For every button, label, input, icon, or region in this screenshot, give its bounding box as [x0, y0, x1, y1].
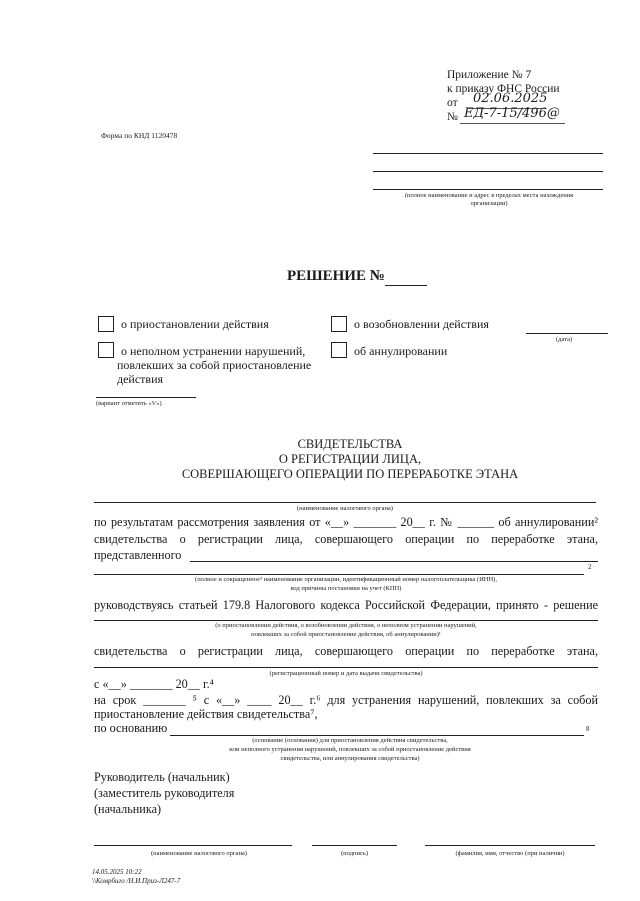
tax-authority-caption: (наименование налогового органа)	[297, 505, 393, 512]
date-line	[526, 333, 608, 334]
checkbox-partial[interactable]	[98, 342, 114, 358]
body-p4-line-2: на срок _______ ⁵ с «__» ____ 20__ г.⁶ для устранения нарушений, повлекших за собой	[94, 693, 598, 707]
presenter-line	[190, 561, 598, 562]
checkbox-cancel[interactable]	[331, 342, 347, 358]
body-p4-line-4: по основанию	[94, 721, 168, 735]
body-p2-line-1: руководствуясь статьей 179.8 Налогового кодекса Российской Федерации, принято - решение	[94, 598, 598, 612]
body-p4-line-1: с «__» _______ 20__ г.⁴	[94, 677, 214, 691]
recipient-line-2	[373, 171, 603, 172]
form-code: Форма по КНД 1120478	[101, 131, 178, 140]
sign-authority-caption: (наименование налогового органа)	[151, 850, 247, 857]
signer-title-1: Руководитель (начальник)	[94, 770, 230, 784]
body-p1-line-3: представленного	[94, 548, 182, 562]
body-p3-line-1: свидетельства о регистрации лица, совершающего операции по переработке этана,	[94, 644, 598, 658]
recipient-caption-1: (полное наименование и адрес в пределах места нахождения	[404, 192, 574, 199]
basis-line	[170, 735, 584, 736]
basis-caption-2: или неполного устранения нарушений, повлекших за собой приостановление действия	[229, 746, 471, 753]
heading-line-1: СВИДЕТЕЛЬСТВА	[297, 437, 403, 451]
footnote-2: 2	[588, 563, 592, 571]
date-caption: (дата)	[556, 336, 573, 343]
recipient-caption-2: организации)	[470, 200, 508, 207]
footer-line-2: \\Комрбиго /Н.И.Приз-Л247-7	[92, 877, 181, 885]
variant-note: (вариант отметить «V»)	[96, 400, 162, 407]
appendix-line-1: Приложение № 7	[447, 69, 532, 81]
checkbox-suspend[interactable]	[98, 316, 114, 332]
sign-signature-line	[312, 845, 397, 846]
body-p1-line-2: свидетельства о регистрации лица, совершающего операции по переработке этана,	[94, 532, 598, 546]
option-partial-label-1: о неполном устранении нарушений,	[121, 344, 306, 358]
heading-line-2: О РЕГИСТРАЦИИ ЛИЦА,	[278, 452, 422, 466]
org-caption-1: (полное и сокращенное³ наименование организации, идентификационный номер налогоплательщика (ИНН),	[195, 576, 497, 583]
appendix-num-prefix: №	[447, 111, 458, 123]
footer-line-1: 14.05.2025 10:22	[92, 868, 142, 876]
sign-authority-line	[94, 845, 292, 846]
reg-line	[94, 667, 598, 668]
sign-name-caption: (фамилия, имя, отчество (при наличии)	[455, 850, 565, 857]
basis-caption-1: (основание (основания) для приостановления действия свидетельства,	[252, 737, 448, 744]
heading-line-3: СОВЕРШАЮЩЕГО ОПЕРАЦИИ ПО ПЕРЕРАБОТКЕ ЭТАНА	[181, 467, 519, 481]
org-line	[94, 574, 584, 575]
sign-signature-caption: (подпись)	[341, 850, 368, 857]
org-caption-2: код причины постановки на учет (КПП)	[290, 585, 402, 592]
recipient-line-3	[373, 189, 603, 190]
signer-title-3: (начальника)	[94, 802, 162, 816]
footnote-8: 8	[586, 725, 590, 733]
variant-line	[96, 397, 196, 398]
signer-title-2: (заместитель руководителя	[94, 786, 235, 800]
option-resume-label: о возобновлении действия	[354, 317, 489, 331]
option-cancel-label: об аннулировании	[354, 344, 448, 358]
decision-title: РЕШЕНИЕ №	[287, 268, 385, 284]
body-p1-line-1: по результатам рассмотрения заявления от «__» _______ 20__ г. № ______ об аннулировании²	[94, 515, 598, 529]
decision-caption-1: (о приостановлении действия, о возобновлении действия, о неполном устранении нарушений,	[215, 622, 477, 629]
appendix-date-handwritten: 02.06.2025	[473, 91, 548, 106]
tax-authority-line	[94, 502, 596, 503]
decision-line	[94, 620, 598, 621]
recipient-line-1	[373, 153, 603, 154]
appendix-number-handwritten: ЕД-7-15/496@	[464, 106, 560, 121]
appendix-from-prefix: от	[447, 97, 458, 109]
appendix-line-2: к приказу ФНС России	[447, 83, 560, 95]
option-suspend-label: о приостановлении действия	[121, 317, 269, 331]
basis-caption-3: свидетельства, или аннулирования свидетельства)	[280, 755, 420, 762]
decision-caption-2: повлекших за собой приостановление действия, об аннулировании)¹	[251, 631, 441, 638]
appendix-number-underline	[460, 123, 565, 124]
reg-caption: (регистрационный номер и дата выдачи свидетельства)	[269, 670, 423, 677]
sign-name-line	[425, 845, 595, 846]
checkbox-resume[interactable]	[331, 316, 347, 332]
body-p4-line-3: приостановление действия свидетельства⁷,	[94, 707, 318, 721]
option-partial-label-2: повлекших за собой приостановление	[117, 358, 312, 372]
decision-number-line	[385, 285, 427, 286]
option-partial-label-3: действия	[117, 372, 164, 386]
